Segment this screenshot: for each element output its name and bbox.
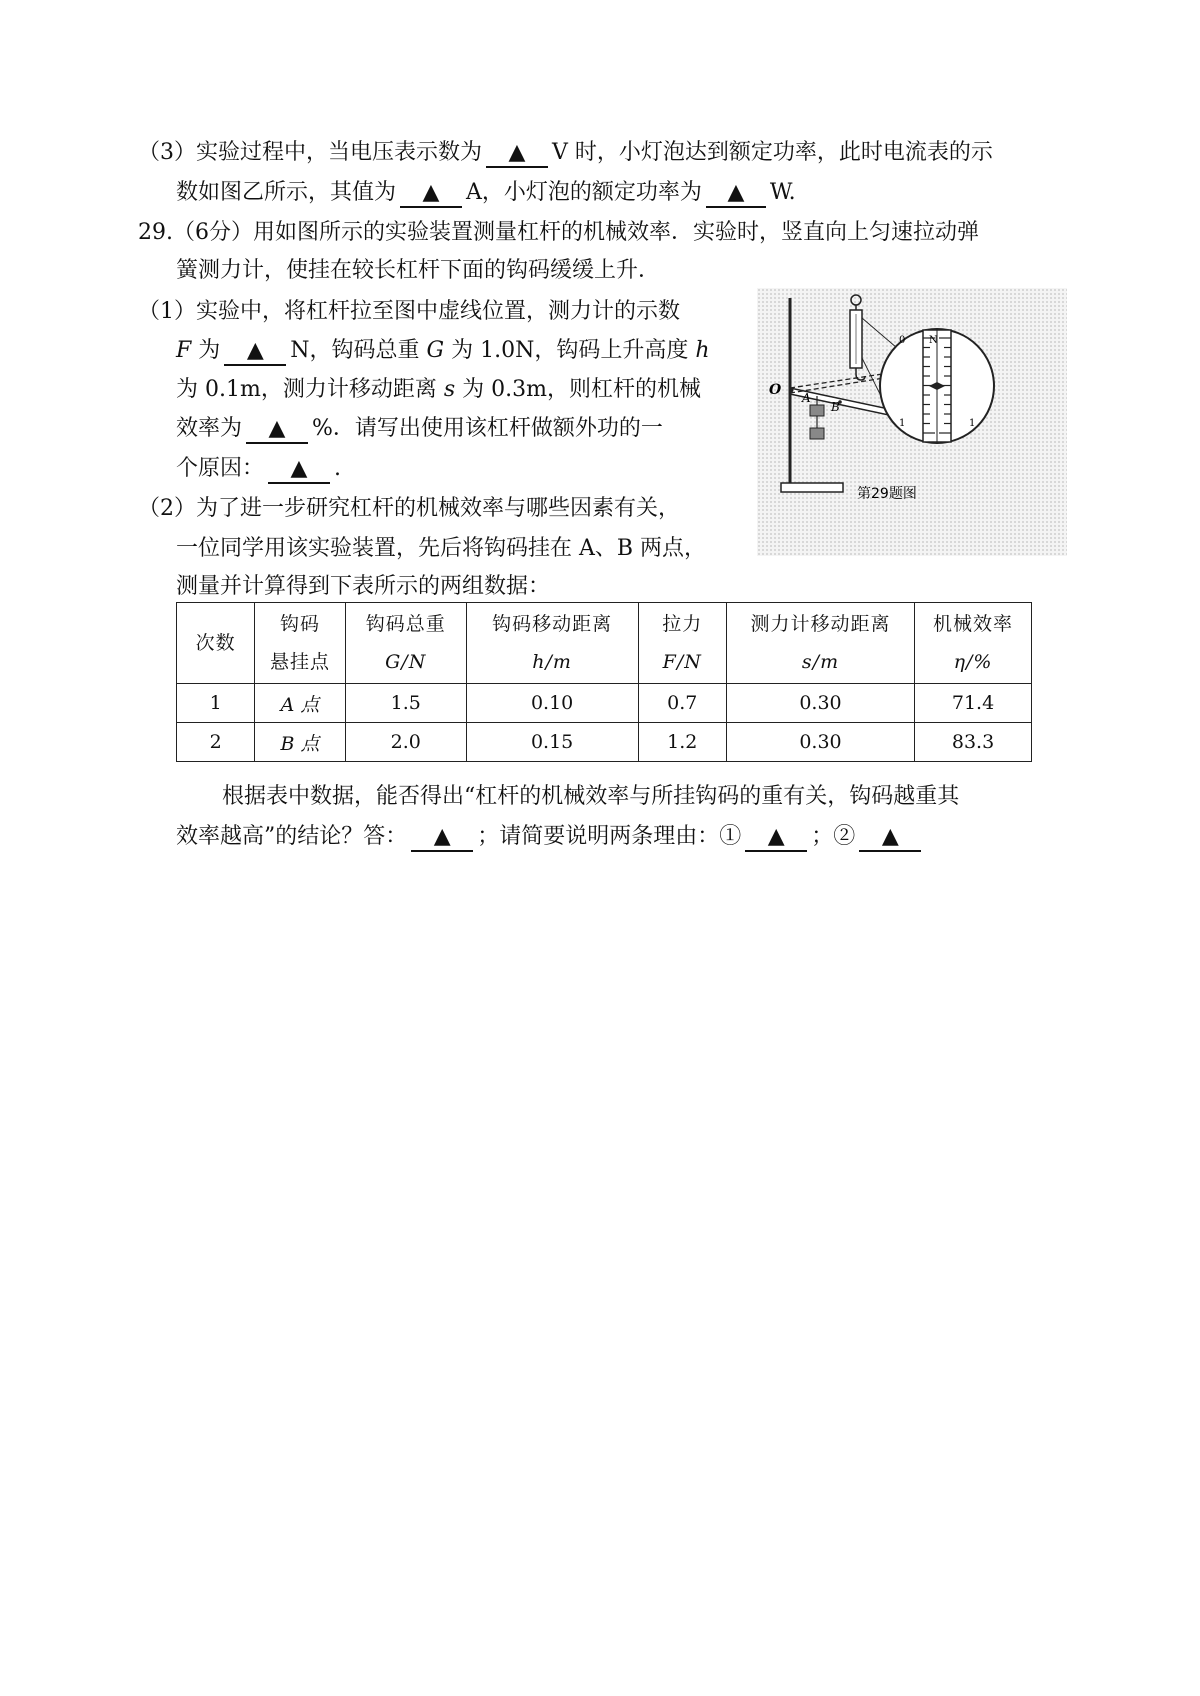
table-cell: 2	[177, 723, 255, 762]
q29-text: 效率为	[176, 416, 243, 441]
table-cell: 0.7	[638, 684, 726, 723]
answer-blank[interactable]: ▲	[400, 180, 462, 208]
table-cell: 1.5	[345, 684, 466, 723]
table-cell: 0.15	[466, 723, 638, 762]
answer-blank[interactable]: ▲	[706, 180, 766, 208]
q3-text: （3）实验过程中，当电压表示数为	[138, 140, 482, 165]
q29-p1-line-4	[176, 412, 663, 446]
label-o: O	[769, 382, 782, 398]
table-cell: 0.30	[726, 684, 914, 723]
q29-p1-line-5	[176, 452, 341, 486]
q29-p2-line-2: 一位同学用该实验装置，先后将钩码挂在 A、B 两点，	[176, 536, 707, 561]
q29-line-1: 29.（6分）用如图所示的实验装置测量杠杆的机械效率．实验时，竖直向上匀速拉动弹	[138, 220, 979, 245]
q3-line-1	[138, 136, 993, 170]
answer-blank[interactable]: ▲	[745, 824, 807, 852]
table-header-row	[177, 603, 1032, 684]
table-cell: 83.3	[915, 723, 1032, 762]
table-row	[177, 723, 1032, 762]
var-g: G	[426, 338, 445, 363]
answer-blank[interactable]: ▲	[486, 140, 548, 168]
header-cell: 测力计移动距离 s/m	[726, 603, 914, 684]
q29-p1-line-3	[176, 373, 701, 407]
q29-p2-line-1: （2）为了进一步研究杠杆的机械效率与哪些因素有关，	[138, 496, 680, 521]
table-cell: 0.30	[726, 723, 914, 762]
table-cell: 1.2	[638, 723, 726, 762]
answer-blank[interactable]: ▲	[268, 456, 330, 484]
q29-text: 为 0.1m，测力计移动距离	[176, 377, 437, 402]
scale-ring	[851, 295, 861, 305]
conclusion-text: 效率越高”的结论？答：	[176, 824, 408, 849]
q3-text: A，小灯泡的额定功率为	[466, 180, 702, 205]
answer-blank[interactable]: ▲	[246, 416, 308, 444]
header-cell: 次数	[177, 603, 255, 684]
weight-top	[810, 405, 824, 416]
q3-line-2	[176, 176, 796, 210]
q29-text: 为 0.3m，则杠杆的机械	[462, 377, 701, 402]
header-cell: 拉力 F/N	[638, 603, 726, 684]
lever-experiment-figure	[757, 288, 1067, 556]
header-cell: 钩码总重 G/N	[345, 603, 466, 684]
table-cell: 71.4	[915, 684, 1032, 723]
q3-text: 数如图乙所示，其值为	[176, 180, 397, 205]
q29-text: .	[334, 456, 342, 481]
conclusion-line-2	[176, 820, 925, 854]
q29-line-2: 簧测力计，使挂在较长杠杆下面的钩码缓缓上升．	[176, 258, 661, 283]
header-cell: 机械效率 η/%	[915, 603, 1032, 684]
header-cell: 钩码 悬挂点	[255, 603, 345, 684]
var-h: h	[695, 338, 710, 363]
var-f: F	[176, 338, 192, 363]
q29-text: %．请写出使用该杠杆做额外功的一	[312, 416, 663, 441]
conclusion-line-1: 根据表中数据，能否得出“杠杆的机械效率与所挂钩码的重有关，钩码越重其	[222, 784, 960, 809]
q29-p1-line-1: （1）实验中，将杠杆拉至图中虚线位置，测力计的示数	[138, 299, 680, 324]
header-cell: 钩码移动距离 h/m	[466, 603, 638, 684]
figure-caption: 第29题图	[857, 486, 917, 502]
stand-base	[781, 483, 843, 492]
q29-text: N，钩码总重	[290, 338, 420, 363]
dial-unit: N	[929, 335, 938, 346]
label-a: A	[802, 391, 811, 405]
dial-one-right: 1	[969, 418, 976, 429]
table-cell: 1	[177, 684, 255, 723]
answer-blank[interactable]: ▲	[859, 824, 921, 852]
dial-one-left: 1	[899, 418, 906, 429]
answer-blank[interactable]: ▲	[224, 338, 286, 366]
pivot-point	[789, 388, 794, 393]
label-b: B	[831, 400, 840, 414]
var-s: s	[443, 377, 456, 402]
q29-p2-line-3: 测量并计算得到下表所示的两组数据：	[176, 574, 551, 599]
dial-zero: 0	[899, 335, 906, 346]
q29-p1-line-2	[176, 334, 710, 368]
table-row	[177, 684, 1032, 723]
conclusion-text: ；②	[811, 824, 856, 849]
q29-text: 为 1.0N，钩码上升高度	[451, 338, 689, 363]
data-table	[176, 602, 1032, 762]
table-cell: 2.0	[345, 723, 466, 762]
q3-text: V 时，小灯泡达到额定功率，此时电流表的示	[552, 140, 993, 165]
table-cell: 0.10	[466, 684, 638, 723]
scale-hook	[856, 368, 865, 380]
q29-text: 为	[198, 338, 221, 363]
zoom-line	[862, 318, 897, 348]
weight-bottom	[810, 428, 824, 439]
table-cell: A 点	[255, 684, 345, 723]
conclusion-text: ；请简要说明两条理由：①	[477, 824, 742, 849]
q3-text: W.	[769, 180, 796, 205]
q29-text: 个原因：	[176, 456, 265, 481]
answer-blank[interactable]: ▲	[411, 824, 473, 852]
table-cell: B 点	[255, 723, 345, 762]
